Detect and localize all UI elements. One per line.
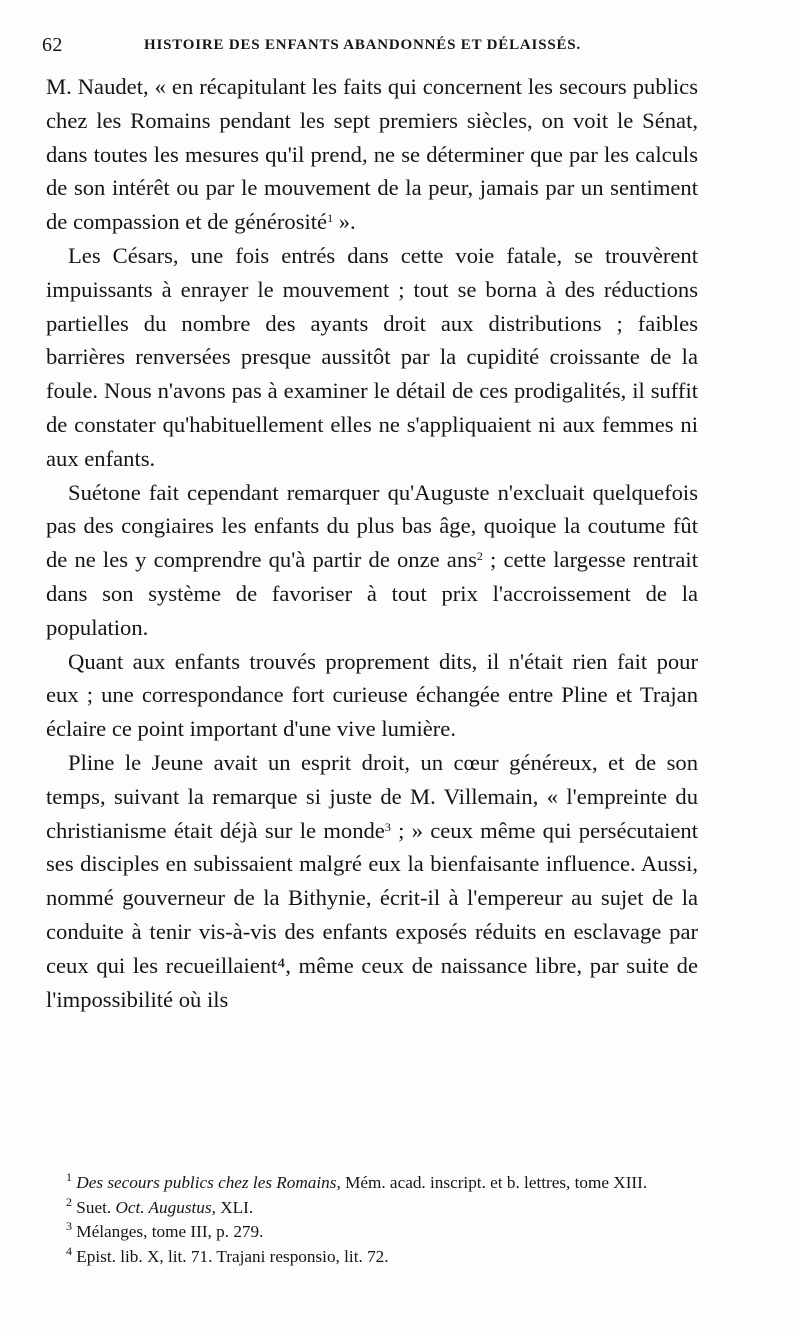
footnote-text: Suet. xyxy=(72,1197,116,1217)
footnote-ref: 2 xyxy=(476,549,483,564)
footnote xyxy=(46,1196,698,1221)
footnote-ref: 1 xyxy=(327,211,334,226)
footnote-title: Des secours publics chez les Romains, xyxy=(76,1173,341,1192)
footnote-mark: 4 xyxy=(66,1243,72,1258)
paragraph xyxy=(46,645,698,746)
footnote-text: XLI. xyxy=(215,1197,254,1217)
footnote-ref: 3 xyxy=(384,819,391,834)
footnote-mark: 2 xyxy=(66,1194,72,1209)
footnotes xyxy=(46,1171,698,1269)
paragraph xyxy=(46,476,698,645)
paragraph-text: ; » ceux même qui persécutaient ses disciples en subissaient malgré eux la bienfaisante influence. Aussi, nommé gouverneur de la Bithynie, écrit-il à l'empereur au sujet de la conduite à tenir vis-à-vis des enfants exposés réduits en esclavage par ceux qui les recueillaient⁴, même ceux de naissance libre, par suite de l'impossibilité où ils xyxy=(46,817,698,1012)
paragraph-text: Les Césars, une fois entrés dans cette voie fatale, se trouvèrent impuissants à enrayer le mouvement ; tout se borna à des réductions partielles du nombre des ayants droit aux distributions ; faibles barrières renversées presque aussitôt par la cupidité croissante de la foule. Nous n'avons pas à examiner le détail de ces prodigalités, il suffit de constater qu'habituellement elles ne s'appliquaient ni aux femmes ni aux enfants. xyxy=(46,242,698,471)
running-title: HISTOIRE DES ENFANTS ABANDONNÉS ET DÉLAISSÉS. xyxy=(144,37,581,53)
paragraph xyxy=(46,70,698,239)
footnote-mark: 3 xyxy=(66,1219,72,1233)
paragraph xyxy=(46,239,698,476)
footnote xyxy=(46,1171,698,1196)
paragraph-text: M. Naudet, « en récapitulant les faits qui concernent les secours publics chez les Romains pendant les sept premiers siècles, on voit le Sénat, dans toutes les mesures qu'il prend, ne se déterminer que par les calculs de son intérêt ou par le mouvement de la peur, jamais par un sentiment de compassion et de générosité xyxy=(46,74,698,235)
paragraph-text: ; cette largesse rentrait dans son système de favoriser à tout prix l'accroissement de la population. xyxy=(46,547,698,640)
footnote xyxy=(46,1220,698,1245)
page-number: 62 xyxy=(42,34,63,56)
paragraph-text: Suétone fait cependant remarquer qu'Auguste n'excluait quelquefois pas des congiaires les enfants du plus bas âge, quoique la coutume fût de ne les y comprendre qu'à partir de onze ans xyxy=(46,479,698,573)
paragraph xyxy=(46,746,698,1016)
footnote xyxy=(46,1245,698,1270)
footnote-text: Mém. acad. inscript. et b. lettres, tome XIII. xyxy=(340,1173,648,1192)
body-text xyxy=(46,70,698,1016)
footnote-mark: 1 xyxy=(66,1170,72,1184)
running-header xyxy=(42,34,702,58)
paragraph-text: Pline le Jeune avait un esprit droit, un cœur généreux, et de son temps, suivant la remarque si juste de M. Villemain, « l'empreinte du christianisme était déjà sur le monde xyxy=(46,749,698,843)
paragraph-text: Quant aux enfants trouvés proprement dits, il n'était rien fait pour eux ; une correspondance fort curieuse échangée entre Pline et Trajan éclaire ce point important d'une vive lumière. xyxy=(46,648,698,742)
paragraph-text: ». xyxy=(333,209,356,235)
footnote-title: Oct. Augustus, xyxy=(115,1197,216,1217)
footnote-text: Mélanges, tome III, p. 279. xyxy=(72,1222,264,1241)
footnote-text: Epist. lib. X, lit. 71. Trajani responsio, lit. 72. xyxy=(72,1246,389,1266)
